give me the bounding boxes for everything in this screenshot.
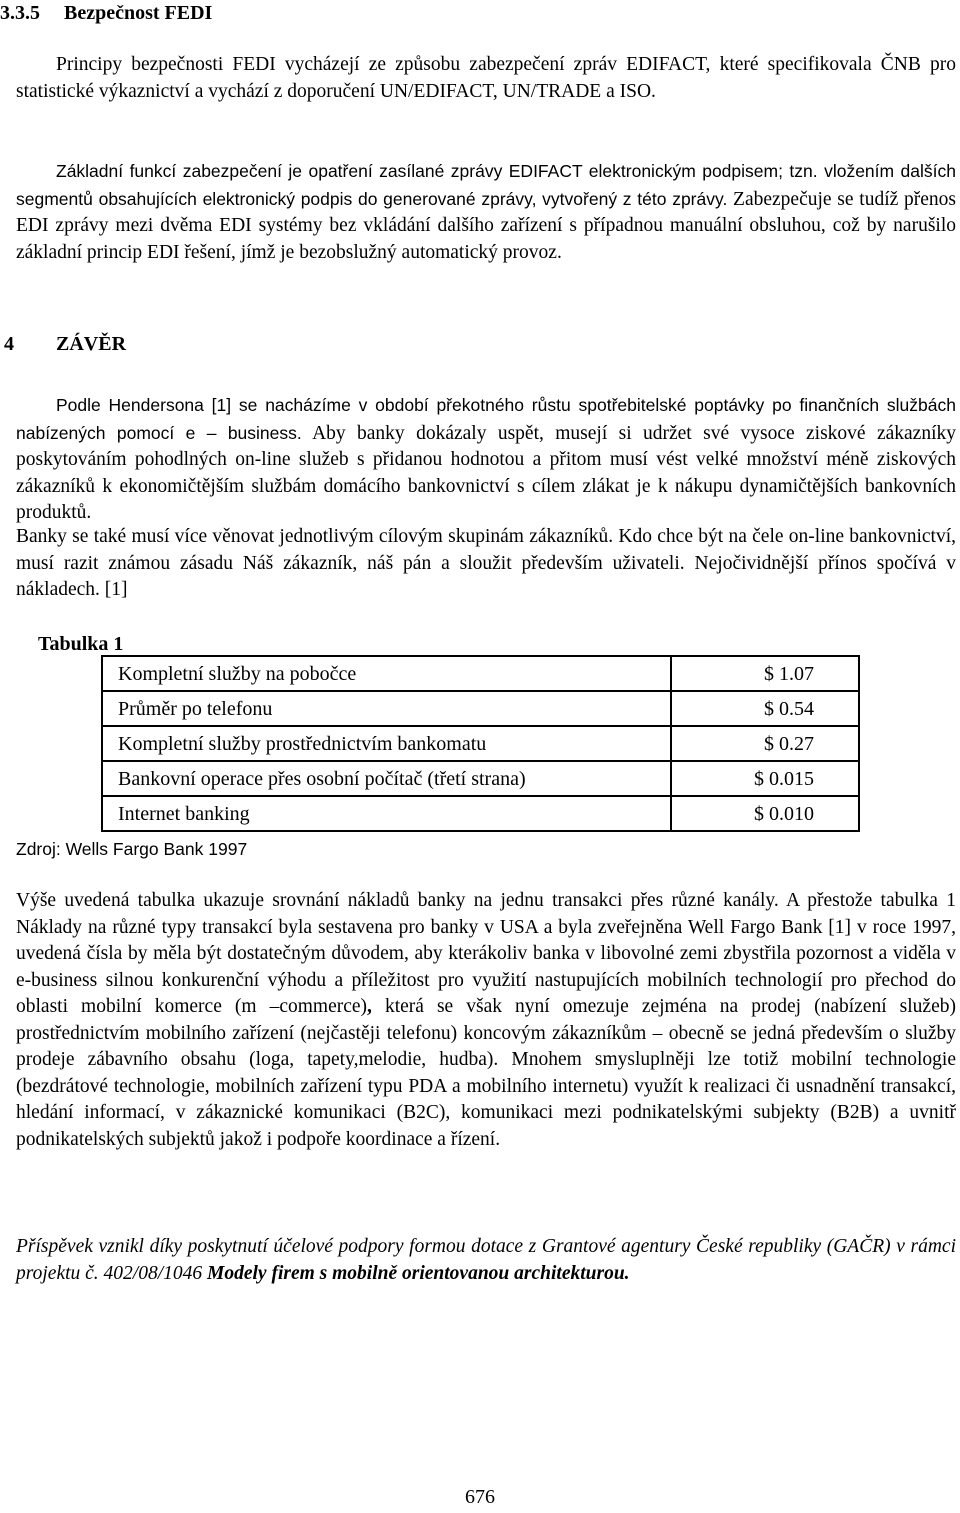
table-source: Zdroj: Wells Fargo Bank 1997 — [16, 839, 248, 859]
discussion-paragraph — [16, 888, 956, 1153]
discussion-part-2: která se však nyní omezuje zejména na prodej (nabízení služeb) prostřednictvím mobilního zařízení (nejčastěji telefonu) koncovým zákazníkům – obecně se jedná především o služby prodeje zábavního obsahu (loga, tapety,melodie, hudba). Mnohem smysluplněji lze totiž mobilní technologie (bezdrátové technologie, mobilních zařízení typu PDA a mobilního internetu) využít k realizaci či usnadnění transakcí, hledání informací, v zákaznické komunikaci (B2C), komunikaci mezi podnikatelskými subjekty (B2B) a uvnitř podnikatelských subjektů jakož i podpoře koordinace a řízení. — [16, 996, 956, 1150]
table-row — [102, 796, 859, 831]
table-cell-value: $ 0.015 — [671, 761, 859, 796]
section-number: 3.3.5 — [0, 2, 40, 24]
table-cell-label: Průměr po telefonu — [102, 691, 671, 726]
section-heading — [0, 0, 212, 27]
chapter-paragraph-1 — [16, 392, 956, 527]
chapter-title: ZÁVĚR — [56, 333, 127, 355]
acknowledgement — [16, 1234, 956, 1287]
chapter-heading — [4, 331, 126, 358]
section-paragraph-2-sans: Základní funkcí zabezpečení je opatření zasílané zprávy EDIFACT elektronickým podpisem; tzn. vložením dalších segmentů obsahujících elektronický podpis do generované zprávy, vytvořený z této zprávy. — [16, 161, 956, 209]
table-row — [102, 656, 859, 691]
table-row — [102, 691, 859, 726]
chapter-paragraph-1-sans: Podle Hendersona [1] se nacházíme v období překotného růstu spotřebitelské poptávky po finančních službách nabízených pomocí e – business. — [16, 395, 956, 443]
discussion-part-1: Výše uvedená tabulka ukazuje srovnání nákladů banky na jednu transakci přes různé kanály. A přestože tabulka 1 Náklady na různé typy transakcí byla sestavena pro banky v USA a byla zveřejněna Well Fargo Bank [1] v roce 1997, uvedená čísla by měla být dostatečným důvodem, aby kterákoliv banka v libovolné zemi zbystřila pozornost a viděla v e-business silnou konkurenční výhodu a příležitost pro využití nastupujících mobilních technologií pro přechod do oblasti mobilní komerce (m –commerce) — [16, 890, 956, 1017]
table-cell-value: $ 1.07 — [671, 656, 859, 691]
chapter-number: 4 — [4, 333, 14, 355]
page-number: 676 — [465, 1486, 495, 1508]
table-caption: Tabulka 1 — [38, 633, 124, 655]
section-paragraph-1: Principy bezpečnosti FEDI vycházejí ze způsobu zabezpečení zpráv EDIFACT, které specifikovala ČNB pro statistické výkaznictví a vychází z doporučení UN/EDIFACT, UN/TRADE a ISO. — [16, 54, 956, 102]
chapter-paragraph-2: Banky se také musí více věnovat jednotlivým cílovým skupinám zákazníků. Kdo chce být na čele on-line bankovnictví, musí razit známou zásadu Náš zákazník, náš pán a sloužit především uživateli. Nejočividnější přínos spočívá v nákladech. [1] — [16, 526, 956, 600]
section-paragraph-2 — [16, 158, 956, 266]
table-cell-label: Bankovní operace přes osobní počítač (třetí strana) — [102, 761, 671, 796]
table-row — [102, 726, 859, 761]
chapter-paragraph-1-serif: Aby banky dokázaly uspět, musejí si udržet své vysoce ziskové zákazníky poskytováním pohodlných on-line služeb s přidanou hodnotou a přitom musí vést velké množství méně ziskových zákazníků k ekonomičtějším službám domácího bankovnictví s cílem zlákat je k nákupu dynamičtějších bankovních produktů. — [16, 422, 956, 523]
table-cell-value: $ 0.54 — [671, 691, 859, 726]
section-title: Bezpečnost FEDI — [64, 2, 213, 24]
table-row — [102, 761, 859, 796]
discussion-bold-comma: , — [367, 996, 372, 1017]
table-cell-label: Kompletní služby prostřednictvím bankomatu — [102, 726, 671, 761]
cost-table — [101, 655, 860, 832]
table-cell-label: Kompletní služby na pobočce — [102, 656, 671, 691]
table-cell-label: Internet banking — [102, 796, 671, 831]
table-cell-value: $ 0.27 — [671, 726, 859, 761]
acknowledgement-text: Příspěvek vznikl díky poskytnutí účelové podpory formou dotace z Grantové agentury České republiky (GAČR) v rámci projektu č. 402/08/1046 — [16, 1236, 956, 1284]
acknowledgement-project-title: Modely firem s mobilně orientovanou architekturou. — [207, 1262, 630, 1284]
table-cell-value: $ 0.010 — [671, 796, 859, 831]
section-paragraph-2-serif: Zabezpečuje se tudíž přenos EDI zprávy mezi dvěma EDI systémy bez vkládání dalšího zařízení s případnou manuální obsluhou, což by narušilo základní princip EDI řešení, jímž je bezobslužný automatický provoz. — [16, 188, 957, 263]
